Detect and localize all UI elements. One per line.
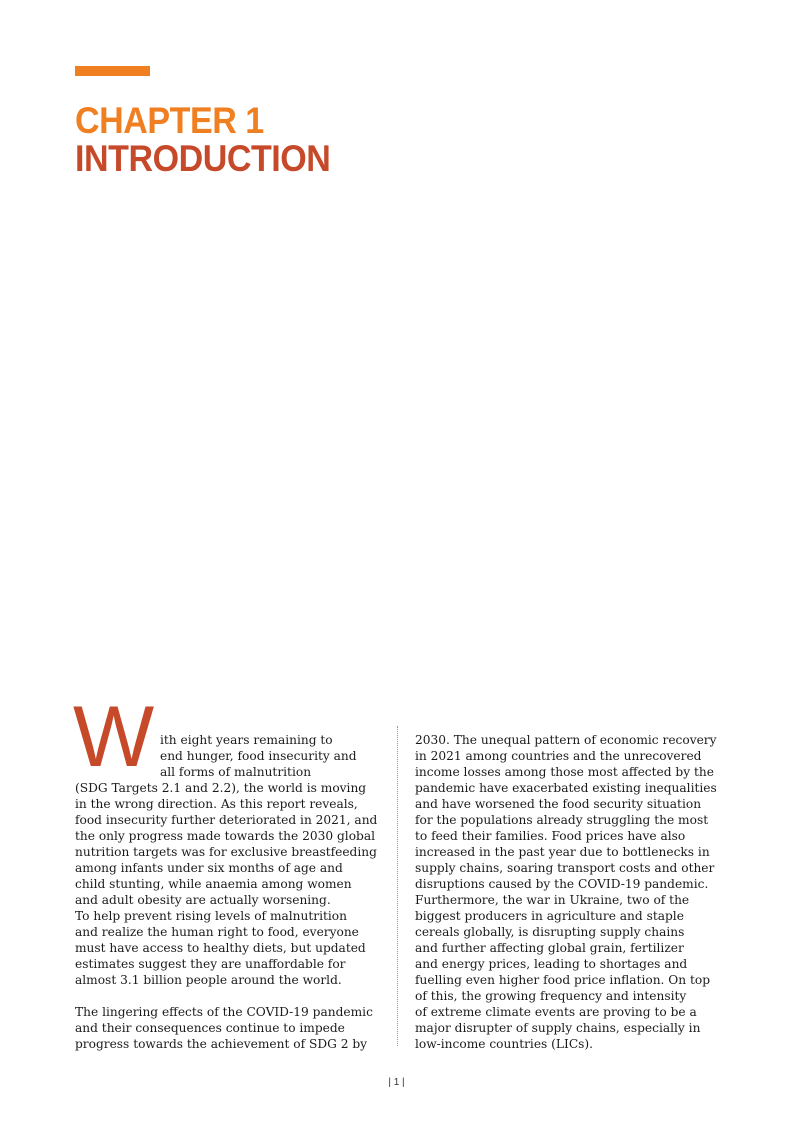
text-line: income losses among those most affected by the bbox=[415, 765, 714, 779]
text-line: and further affecting global grain, fertilizer bbox=[415, 941, 684, 955]
text-line: progress towards the achievement of SDG 2 by bbox=[75, 1037, 368, 1051]
text-line: fuelling even higher food price inflation. On top bbox=[415, 973, 711, 987]
text-line: pandemic have exacerbated existing inequalities bbox=[415, 781, 717, 795]
text-line: 2030. The unequal pattern of economic recovery bbox=[415, 733, 717, 747]
text-line: (SDG Targets 2.1 and 2.2), the world is moving bbox=[75, 781, 367, 795]
text-line: among infants under six months of age and bbox=[75, 861, 343, 875]
text-line: and have worsened the food security situation bbox=[415, 797, 702, 811]
text-line: and their consequences continue to impede bbox=[75, 1021, 345, 1035]
column-divider bbox=[397, 726, 398, 1046]
intro-lead-lines bbox=[75, 732, 377, 988]
text-line: all forms of malnutrition bbox=[160, 765, 312, 779]
text-line: estimates suggest they are unaffordable for bbox=[75, 957, 346, 971]
text-line: almost 3.1 billion people around the world. bbox=[75, 973, 342, 987]
text-line: ith eight years remaining to bbox=[160, 733, 333, 747]
text-line: child stunting, while anaemia among women bbox=[75, 877, 352, 891]
text-line: of extreme climate events are proving to be a bbox=[415, 1005, 697, 1019]
text-line: to feed their families. Food prices have also bbox=[415, 829, 686, 843]
text-line: nutrition targets was for exclusive breastfeeding bbox=[75, 845, 377, 859]
text-line: To help prevent rising levels of malnutrition bbox=[75, 909, 347, 923]
text-line: in the wrong direction. As this report reveals, bbox=[75, 797, 358, 811]
text-line: and realize the human right to food, everyone bbox=[75, 925, 359, 939]
continued-paragraph bbox=[415, 732, 717, 1052]
text-line: food insecurity further deteriorated in 2021, and bbox=[75, 813, 378, 827]
text-line: supply chains, soaring transport costs and other bbox=[415, 861, 715, 875]
text-line: and energy prices, leading to shortages and bbox=[415, 957, 688, 971]
text-line: of this, the growing frequency and intensity bbox=[415, 989, 687, 1003]
text-line: the only progress made towards the 2030 global bbox=[75, 829, 375, 843]
chapter-title: INTRODUCTION bbox=[75, 138, 331, 179]
text-line: must have access to healthy diets, but updated bbox=[75, 941, 366, 955]
right-text-column bbox=[415, 732, 717, 1052]
text-line: Furthermore, the war in Ukraine, two of the bbox=[415, 893, 690, 907]
text-line: biggest producers in agriculture and staple bbox=[415, 909, 684, 923]
text-line: in 2021 among countries and the unrecovered bbox=[415, 749, 702, 763]
second-paragraph bbox=[75, 1004, 377, 1052]
text-line: increased in the past year due to bottlenecks in bbox=[415, 845, 710, 859]
drop-cap: W bbox=[73, 689, 155, 785]
text-line: for the populations already struggling the most bbox=[415, 813, 709, 827]
page-number: | 1 | bbox=[388, 1077, 405, 1088]
text-line: major disrupter of supply chains, especially in bbox=[415, 1021, 701, 1035]
chapter-accent-bar bbox=[75, 66, 150, 76]
chapter-heading bbox=[75, 102, 330, 178]
chapter-label: CHAPTER 1 bbox=[75, 100, 264, 141]
text-line: cereals globally, is disrupting supply chains bbox=[415, 925, 685, 939]
left-text-column bbox=[75, 732, 377, 1052]
text-line: disruptions caused by the COVID-19 pandemic. bbox=[415, 877, 709, 891]
text-line: low-income countries (LICs). bbox=[415, 1037, 594, 1051]
text-line: end hunger, food insecurity and bbox=[160, 749, 357, 763]
text-line: The lingering effects of the COVID-19 pandemic bbox=[75, 1005, 373, 1019]
text-line: and adult obesity are actually worsening. bbox=[75, 893, 331, 907]
